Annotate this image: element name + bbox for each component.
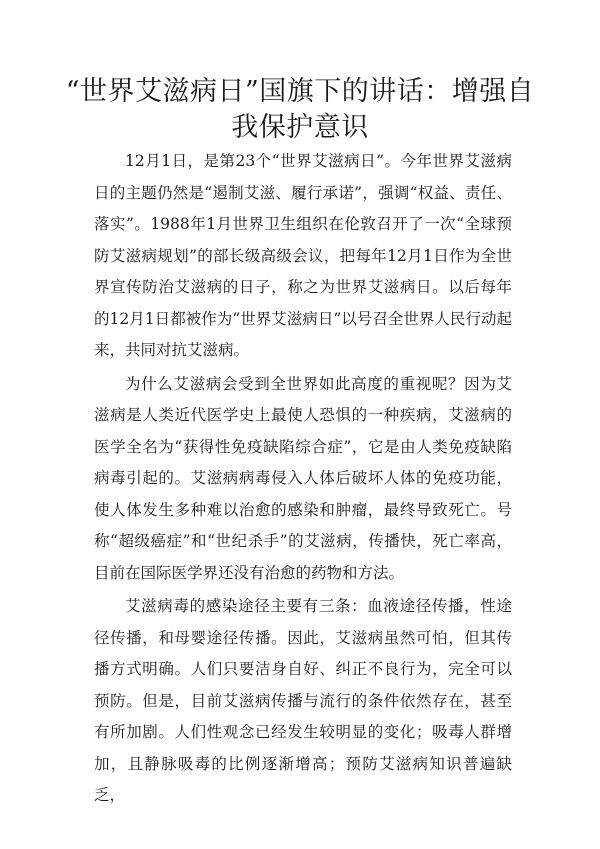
paragraph-1: 12月1日，是第23个“世界艾滋病日”。今年世界艾滋病日的主题仍然是“遏制艾滋、履行承诺”，强调“权益、责任、落实”。1988年1月世界卫生组织在伦敦召开了一次“全球预防艾滋病规划”的部长级高级会议，把每年12月1日作为全世界宣传防治艾滋病的日子，称之为世界艾滋病日。以后每年的12月1日都被作为“世界艾滋病日”以号召全世界人民行动起来，共同对抗艾滋病。 <box>94 152 512 359</box>
document-body <box>94 146 512 814</box>
paragraph-2: 为什么艾滋病会受到全世界如此高度的重视呢？因为艾滋病是人类近代医学史上最使人恐惧的一种疾病，艾滋病的医学全名为“获得性免疫缺陷综合症”，它是由人类免疫缺陷病毒引起的。艾滋病病毒侵入人体后破坏人体的免疫功能，使人体发生多种难以治愈的感染和肿瘤，最终导致死亡。号称“超级癌症”和“世纪杀手”的艾滋病，传播快，死亡率高，目前在国际医学界还没有治愈的药物和方法。 <box>94 374 512 582</box>
document-title: “世界艾滋病日”国旗下的讲话：增强自我保护意识 <box>65 76 535 143</box>
paragraph-3: 艾滋病毒的感染途径主要有三条：血液途径传播，性途径传播，和母婴途径传播。因此，艾滋病虽然可怕，但其传播方式明确。人们只要洁身自好、纠正不良行为，完全可以预防。但是，目前艾滋病传播与流行的条件依然存在，甚至有所加剧。人们性观念已经发生较明显的变化；吸毒人群增加，且静脉吸毒的比例逐渐增高；预防艾滋病知识普遍缺乏， <box>94 597 512 804</box>
